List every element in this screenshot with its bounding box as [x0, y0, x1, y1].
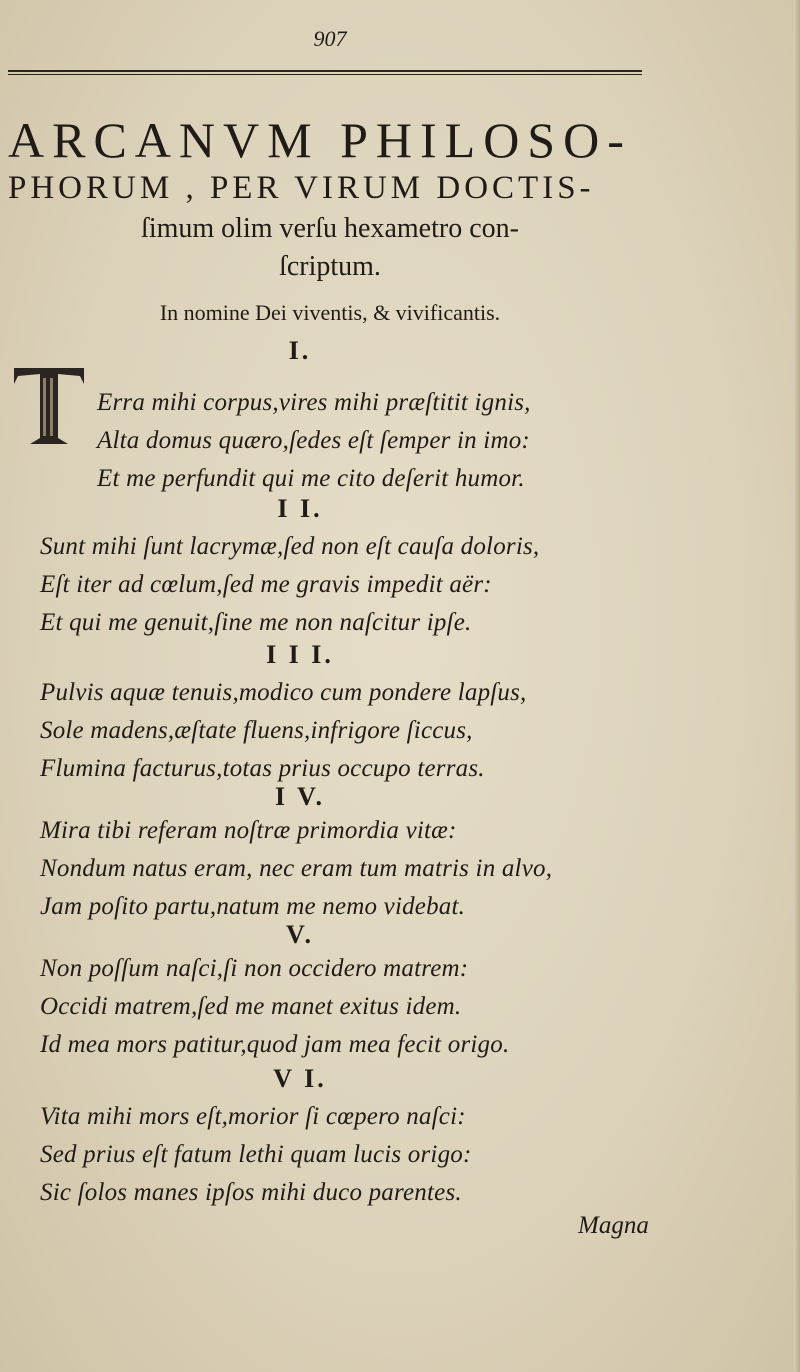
section-numeral-6: V I. — [273, 1064, 327, 1093]
verse-line: Pulvis aquæ tenuis,modico cum pondere lapſus, — [40, 679, 527, 706]
section-numeral-2: I I. — [277, 494, 323, 523]
verse-line: Sole madens,æſtate fluens,infrigore ſiccus, — [40, 717, 473, 744]
header-rule-thin — [8, 74, 642, 75]
drop-cap-t — [10, 362, 88, 448]
page-title: ARCANVM PHILOSO- — [8, 112, 632, 168]
svg-text:T: T — [49, 422, 50, 423]
verse-line: Nondum natus eram, nec eram tum matris in alvo, — [40, 855, 553, 882]
section-numeral-1: I. — [288, 336, 312, 365]
section-numeral-4: I V. — [274, 782, 326, 811]
verse-line: Flumina facturus,totas prius occupo terras. — [40, 755, 485, 782]
page-number: 907 — [313, 26, 347, 51]
verse-line: Non poſſum naſci,ſi non occidero matrem: — [40, 955, 469, 982]
verse-line: Occidi matrem,ſed me manet exitus idem. — [40, 993, 462, 1020]
verse-line: Et me perfundit qui me cito deſerit humor. — [97, 465, 525, 492]
verse-line: Vita mihi mors eſt,morior ſi cœpero naſci: — [40, 1103, 466, 1130]
verse-line: Sic ſolos manes ipſos mihi duco parentes. — [40, 1179, 462, 1206]
verse-line: Id mea mors patitur,quod jam mea fecit origo. — [40, 1031, 510, 1058]
verse-line: Sunt mihi ſunt lacrymæ,ſed non eſt cauſa doloris, — [40, 533, 540, 560]
invocation: In nomine Dei viventis, & vivificantis. — [159, 300, 501, 325]
verse-line: Alta domus quæro,ſedes eſt ſemper in imo: — [97, 427, 530, 454]
section-numeral-5: V. — [286, 920, 314, 949]
verse-line: Erra mihi corpus,vires mihi præſtitit ignis, — [97, 389, 531, 416]
subtitle-caps: PHORUM , PER VIRUM DOCTIS- — [8, 170, 595, 206]
verse-line: Eſt iter ad cœlum,ſed me gravis impedit aër: — [40, 571, 492, 598]
catchword: Magna — [578, 1212, 649, 1239]
verse-line: Sed prius eſt fatum lethi quam lucis origo: — [40, 1141, 472, 1168]
header-rule-thick — [8, 70, 642, 72]
verse-line: Mira tibi referam noſtræ primordia vitæ: — [40, 817, 457, 844]
header-rule — [8, 70, 642, 76]
verse-line: Et qui me genuit,ſine me non naſcitur ipſe. — [40, 609, 472, 636]
verse-line: Jam poſito partu,natum me nemo videbat. — [40, 893, 466, 920]
section-numeral-3: I I I. — [266, 640, 334, 669]
page-edge — [794, 0, 800, 1372]
subtitle-line-2: ſimum olim verſu hexametro con- — [141, 213, 519, 244]
subtitle-line-3: ſcriptum. — [279, 251, 381, 282]
